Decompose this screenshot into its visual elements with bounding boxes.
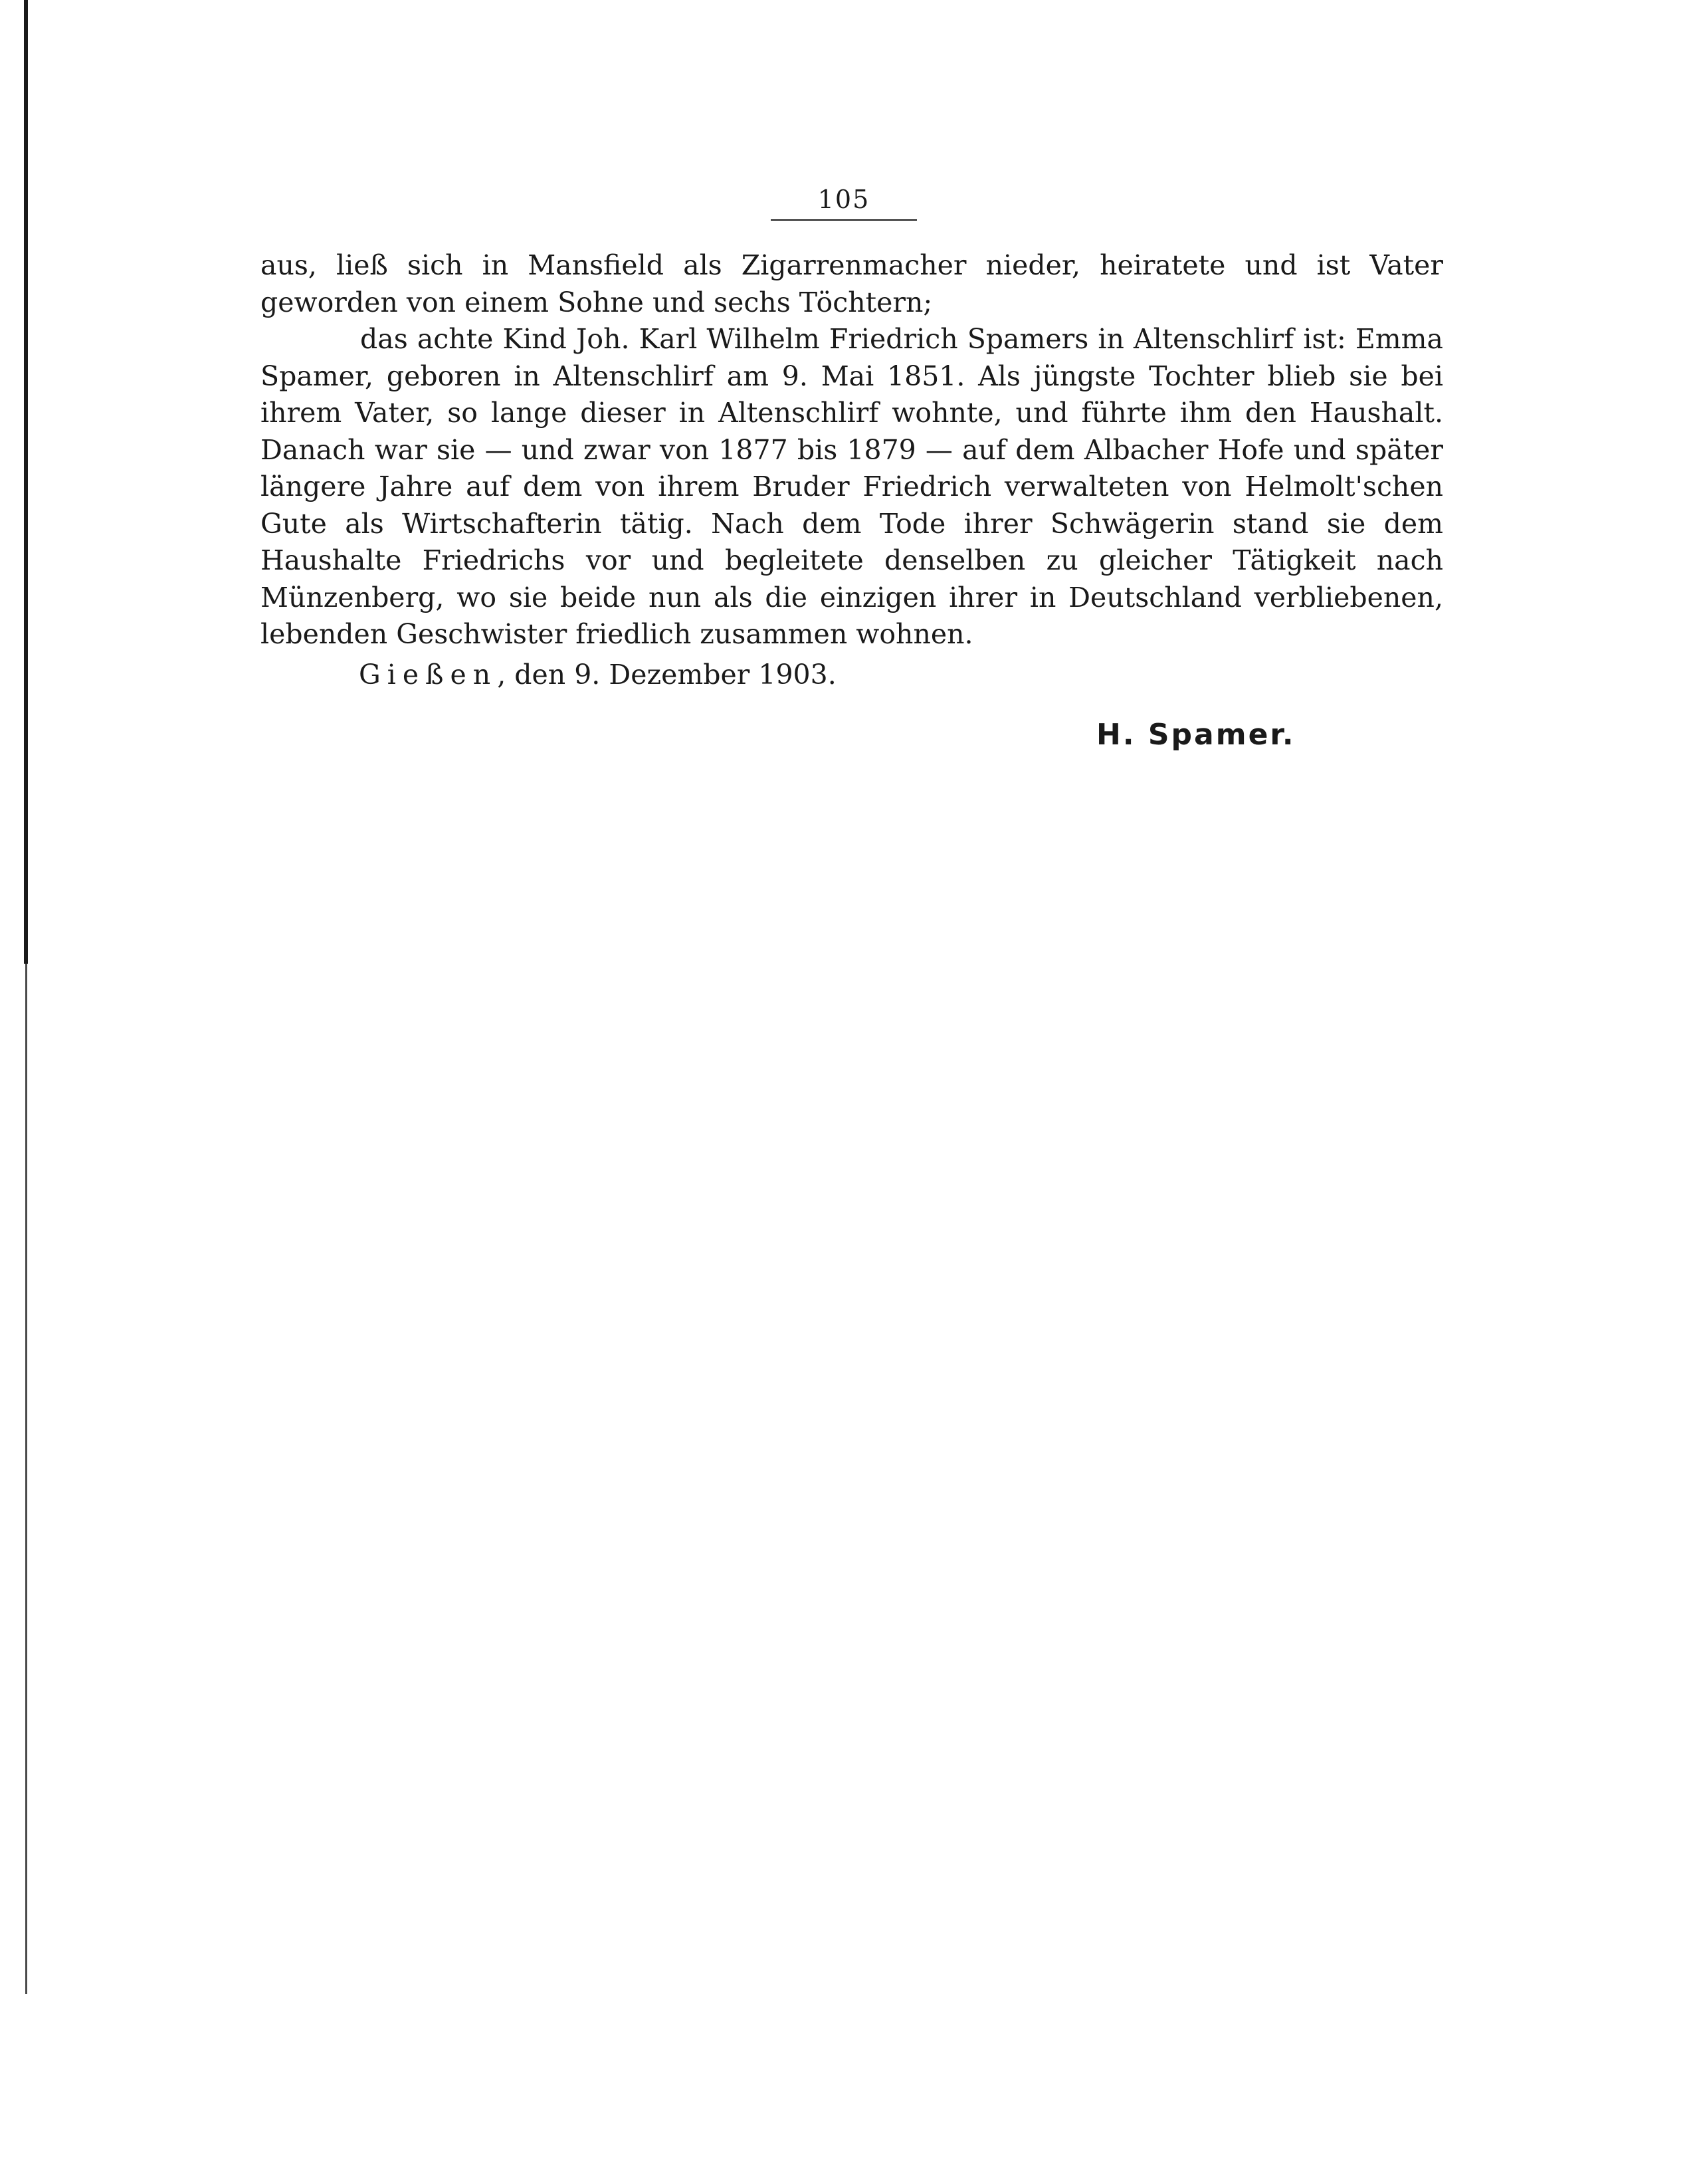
paragraph-emma-spamer: das achte Kind Joh. Karl Wilhelm Friedrich Spamers in Altenschlirf ist: Emma Spamer, geboren in Altenschlirf am 9. Mai 1851. Als jüngste Tochter blieb sie bei ihrem Vater, so lange dieser in Altenschlirf wohnte, und führte ihm den Haushalt. Danach war sie — und zwar von 1877 bis 1879 — auf dem Albacher Hofe und später längere Jahre auf dem von ihrem Bruder Friedrich verwalteten von Helmolt'schen Gute als Wirtschafterin tätig. Nach dem Tode ihrer Schwägerin stand sie dem Haushalte Friedrichs vor und begleitete denselben zu gleicher Tätigkeit nach Münzenberg, wo sie beide nun als die einzigen ihrer in Deutschland verbliebenen, lebenden Geschwister friedlich zusammen wohnen.	[260, 323, 1443, 650]
signature: H. Spamer.	[1096, 718, 1296, 752]
paragraph-continued: aus, ließ sich in Mansfield als Zigarrenmacher nieder, heiratete und ist Vater geworden von einem Sohne und sechs Töchtern;	[260, 249, 1443, 318]
body-text	[260, 247, 1443, 653]
scan-edge-line	[24, 0, 28, 964]
page-number-rule	[771, 219, 917, 221]
scan-edge-line-lower	[25, 964, 27, 1994]
page-number: 105	[817, 185, 870, 214]
dateline-date: , den 9. Dezember 1903.	[497, 659, 837, 691]
dateline-city: Gießen	[359, 659, 498, 691]
dateline	[359, 657, 837, 693]
